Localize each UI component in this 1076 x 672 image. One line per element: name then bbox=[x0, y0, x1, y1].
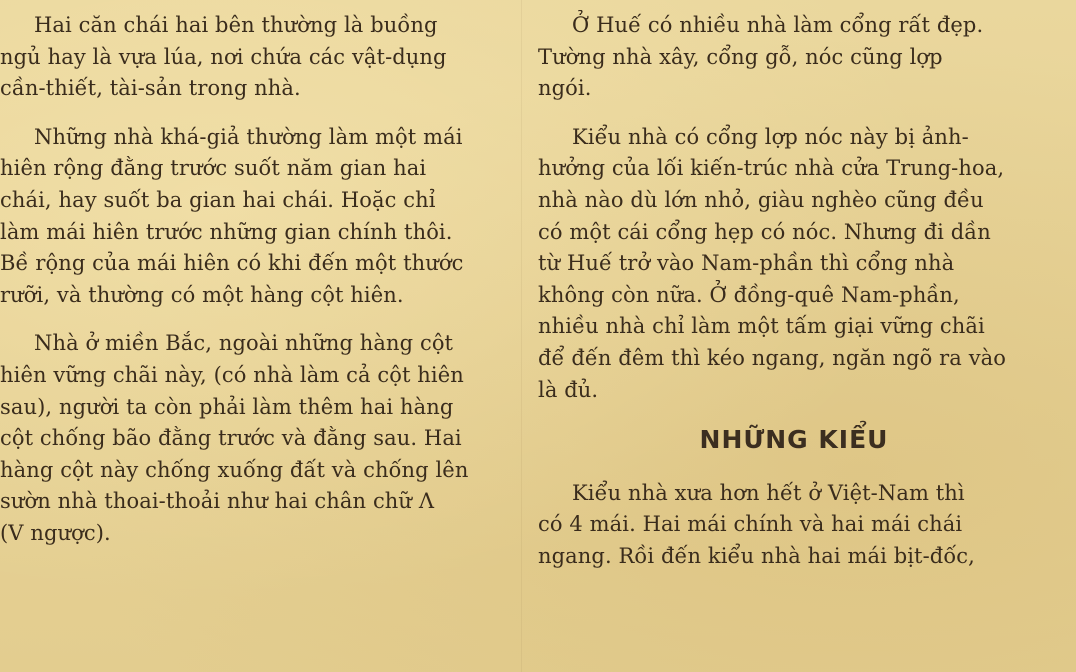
text-line: Kiểu nhà xưa hơn hết ở Việt-Nam thì bbox=[572, 480, 965, 505]
text-line: hưởng của lối kiến-trúc nhà cửa Trung-hoa, bbox=[538, 156, 1005, 181]
paragraph-northern-houses bbox=[0, 328, 505, 549]
paragraph-side-rooms bbox=[0, 10, 505, 105]
text-line: ngang. Rồi đến kiểu nhà hai mái bịt-đốc, bbox=[538, 543, 975, 568]
text-line: Kiểu nhà có cổng lợp nóc này bị ảnh- bbox=[572, 124, 969, 149]
text-line: rưỡi, và thường có một hàng cột hiên. bbox=[0, 282, 404, 307]
text-line: nhiều nhà chỉ làm một tấm giại vững chãi bbox=[538, 314, 985, 339]
text-line: ngủ hay là vựa lúa, nơi chứa các vật-dụng bbox=[0, 44, 447, 69]
text-line: Bề rộng của mái hiên có khi đến một thước bbox=[0, 251, 464, 276]
text-line: sườn nhà thoai-thoải như hai chân chữ Λ bbox=[0, 489, 435, 514]
text-line: cần-thiết, tài-sản trong nhà. bbox=[0, 76, 301, 101]
text-line: nhà nào dù lớn nhỏ, giàu nghèo cũng đều bbox=[538, 187, 984, 212]
left-column bbox=[0, 10, 505, 567]
paragraph-hue-gates bbox=[538, 10, 1050, 105]
section-heading: NHỮNG KIỂU bbox=[699, 425, 889, 455]
text-line: là đủ. bbox=[538, 377, 599, 402]
text-line: chái, hay suốt ba gian hai chái. Hoặc chỉ bbox=[0, 187, 436, 212]
text-line: (V ngược). bbox=[0, 520, 111, 545]
text-line: từ Huế trở vào Nam-phần thì cổng nhà bbox=[538, 251, 955, 276]
right-column bbox=[538, 10, 1050, 590]
text-line: cột chống bão đằng trước và đằng sau. Hai bbox=[0, 426, 462, 451]
text-line: hiên vững chãi này, (có nhà làm cả cột hiên bbox=[0, 362, 464, 387]
text-line: làm mái hiên trước những gian chính thôi. bbox=[0, 219, 453, 244]
paragraph-veranda bbox=[0, 122, 505, 312]
text-line: hiên rộng đằng trước suốt năm gian hai bbox=[0, 156, 427, 181]
text-line: ngói. bbox=[538, 76, 592, 101]
text-line: Hai căn chái hai bên thường là buồng bbox=[34, 13, 438, 37]
text-line: sau), người ta còn phải làm thêm hai hàng bbox=[0, 394, 454, 419]
text-line: hàng cột này chống xuống đất và chống lên bbox=[0, 457, 469, 482]
text-line: Tường nhà xây, cổng gỗ, nóc cũng lợp bbox=[538, 44, 943, 69]
text-line: Những nhà khá-giả thường làm một mái bbox=[34, 124, 463, 149]
text-line: không còn nữa. Ở đồng-quê Nam-phần, bbox=[538, 282, 960, 307]
text-line: có một cái cổng hẹp có nóc. Nhưng đi dần bbox=[538, 219, 991, 244]
text-line: Ở Huế có nhiều nhà làm cổng rất đẹp. bbox=[572, 13, 984, 37]
text-line: để đến đêm thì kéo ngang, ngăn ngõ ra vào bbox=[538, 345, 1007, 370]
paragraph-gate-style bbox=[538, 122, 1050, 406]
text-line: có 4 mái. Hai mái chính và hai mái chái bbox=[538, 512, 963, 537]
paragraph-house-styles bbox=[538, 478, 1050, 573]
column-gutter bbox=[521, 0, 522, 672]
text-line: Nhà ở miền Bắc, ngoài những hàng cột bbox=[34, 331, 454, 356]
